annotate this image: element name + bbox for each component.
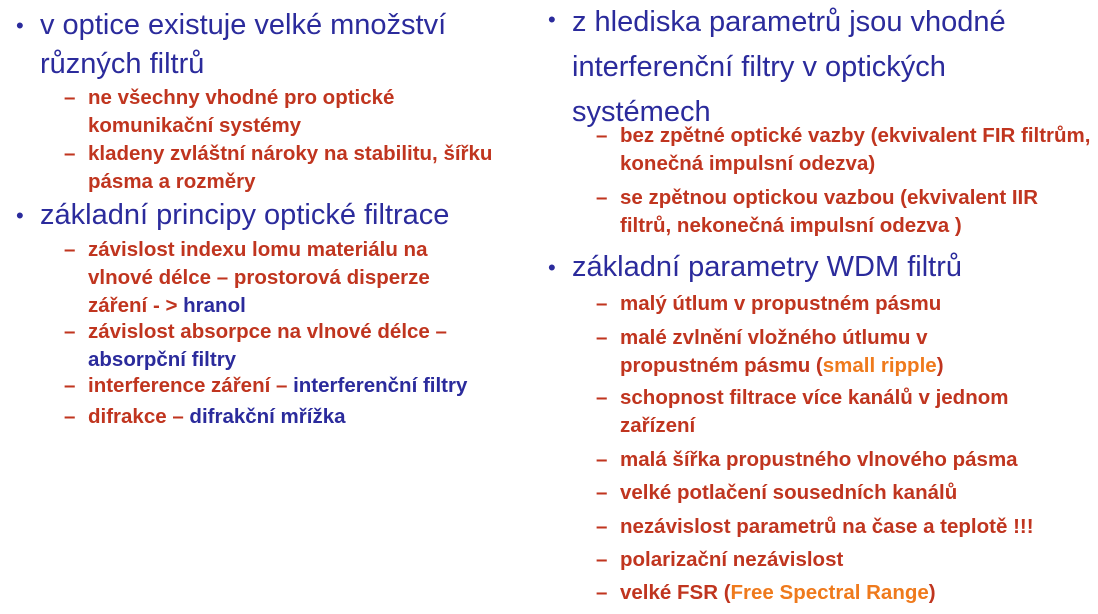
bullet-marker: • — [16, 13, 24, 38]
bullet-text: v optice existuje velké množství různých filtrů — [40, 9, 447, 80]
bullet-interference-filters — [540, 0, 1010, 135]
bullet-wdm-parameters — [540, 248, 1060, 287]
sub-item: – interference záření – interferenční filtry — [64, 374, 468, 397]
bullet-text: základní parametry WDM filtrů — [572, 251, 962, 283]
sub-item: – kladeny zvláštní nároky na stabilitu, šířku pásma a rozměry — [64, 142, 493, 193]
sub-item: – malý útlum v propustném pásmu — [596, 292, 942, 315]
sub-item: – velké FSR (Free Spectral Range) — [596, 581, 936, 604]
bullet-filtration-principles — [0, 196, 520, 235]
bullet-marker: • — [16, 203, 24, 228]
bullet-text: z hlediska parametrů jsou vhodné interferenční filtry v optických systémech — [572, 6, 1006, 128]
bullet-marker: • — [548, 255, 556, 280]
sub-item: – ne všechny vhodné pro optické komunikační systémy — [64, 86, 395, 137]
sub-item: – malé zvlnění vložného útlumu v propustném pásmu (small ripple) — [596, 326, 944, 377]
sub-item: – bez zpětné optické vazby (ekvivalent FIR filtrům, konečná impulsní odezva) — [596, 124, 1091, 175]
sub-item: – se zpětnou optickou vazbou (ekvivalent IIR filtrů, nekonečná impulsní odezva ) — [596, 186, 1039, 237]
sub-item: – nezávislost parametrů na čase a teplotě !!! — [596, 515, 1034, 538]
sub-item: – polarizační nezávislost — [596, 548, 844, 571]
sub-item: – difrakce – difrakční mřížka — [64, 405, 346, 428]
bullet-filters-variety — [0, 6, 520, 84]
sub-item: – velké potlačení sousedních kanálů — [596, 481, 958, 504]
sub-item: – závislost indexu lomu materiálu na vlnové délce – prostorová disperze záření - > hranol — [64, 238, 430, 317]
sub-item: – závislost absorpce na vlnové délce – absorpční filtry — [64, 320, 447, 371]
bullet-marker: • — [548, 7, 556, 32]
bullet-text: základní principy optické filtrace — [40, 199, 450, 231]
sub-item: – schopnost filtrace více kanálů v jednom zařízení — [596, 386, 1009, 437]
sub-item: – malá šířka propustného vlnového pásma — [596, 448, 1018, 471]
